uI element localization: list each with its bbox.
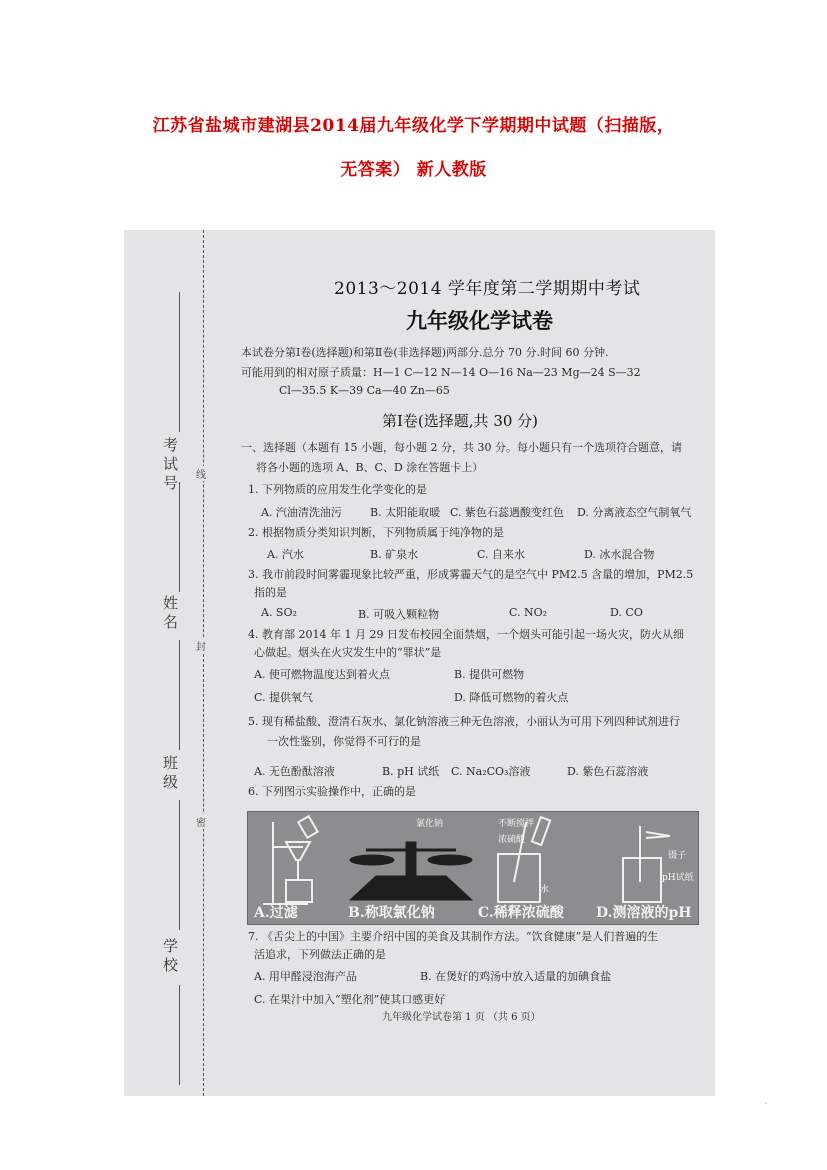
q4-option-b: B. 提供可燃物 bbox=[454, 668, 525, 681]
panel-label-d: D.测溶液的pH bbox=[596, 905, 692, 921]
figure-note-ph-paper: pH试纸 bbox=[662, 873, 694, 883]
exam-intro-line1: 本试卷分第Ⅰ卷(选择题)和第Ⅱ卷(非选择题)两部分.总分 70 分.时间 60 分钟. bbox=[241, 346, 609, 359]
q2-option-a: A. 汽水 bbox=[267, 548, 304, 561]
figure-note-conc-acid: 浓硫酸 bbox=[498, 835, 526, 845]
exam-subtitle: 九年级化学试卷 bbox=[406, 308, 553, 333]
label-name: 姓名 bbox=[161, 595, 179, 633]
q7-option-a: A. 用甲醛浸泡海产品 bbox=[254, 970, 357, 983]
q4-stem-line2: 心做起。烟头在火灾发生中的“罪状”是 bbox=[254, 646, 442, 659]
q2-option-c: C. 自来水 bbox=[477, 548, 526, 561]
q1-option-c: C. 紫色石蕊遇酸变红色 bbox=[450, 506, 565, 519]
document-title-line1: 江苏省盐城市建湖县2014届九年级化学下学期期中试题（扫描版， bbox=[152, 116, 675, 136]
margin-mark-line: 线 bbox=[196, 466, 206, 481]
q2-stem: 2. 根据物质分类知识判断，下列物质属于纯净物的是 bbox=[248, 526, 504, 539]
q5-option-d: D. 紫色石蕊溶液 bbox=[567, 765, 649, 778]
section-instructions-line2: 将各小题的选项 A、B、C、D 涂在答题卡上） bbox=[256, 461, 484, 474]
panel-label-c: C.稀释浓硫酸 bbox=[478, 905, 564, 921]
q5-stem-line2: 一次性鉴别，你觉得不可行的是 bbox=[267, 735, 421, 748]
panel-label-a: A.过滤 bbox=[254, 905, 298, 921]
figure-note-tweezers: 镊子 bbox=[668, 851, 687, 861]
margin-mark-seal: 封 bbox=[196, 638, 206, 653]
q4-option-c: C. 提供氧气 bbox=[254, 691, 314, 704]
exam-title: 2013～2014 学年度第二学期期中考试 bbox=[334, 279, 641, 299]
exam-page-footer: 九年级化学试卷第 1 页 （共 6 页） bbox=[382, 1012, 541, 1023]
q7-option-b: B. 在煲好的鸡汤中放入适量的加碘食盐 bbox=[420, 970, 612, 983]
figure-note-water: 水 bbox=[540, 885, 550, 895]
label-class: 班级 bbox=[161, 755, 179, 793]
fill-line-exam-number bbox=[179, 292, 180, 432]
fill-line-name bbox=[179, 640, 180, 750]
q6-figure-strip bbox=[247, 811, 699, 925]
q5-option-c: C. Na₂CO₃溶液 bbox=[451, 765, 531, 778]
q3-option-a: A. SO₂ bbox=[261, 606, 297, 619]
q6-stem: 6. 下列图示实验操作中，正确的是 bbox=[248, 785, 416, 798]
q5-option-a: A. 无色酚酞溶液 bbox=[254, 765, 335, 778]
label-school: 学校 bbox=[161, 938, 179, 976]
scanned-exam-page bbox=[124, 230, 715, 1096]
fill-line-exam-number-2 bbox=[179, 482, 180, 592]
q3-option-c: C. NO₂ bbox=[509, 606, 548, 619]
q2-option-b: B. 矿泉水 bbox=[370, 548, 419, 561]
panel-label-b: B.称取氯化钠 bbox=[348, 905, 435, 921]
part1-title: 第Ⅰ卷(选择题,共 30 分) bbox=[382, 412, 539, 430]
figure-note-nacl: 氯化钠 bbox=[416, 819, 444, 829]
page-corner-mark: · bbox=[765, 1101, 767, 1108]
q1-option-a: A. 汽油清洗油污 bbox=[261, 506, 342, 519]
q7-option-c: C. 在果汁中加入“塑化剂”使其口感更好 bbox=[254, 993, 446, 1006]
q1-stem: 1. 下列物质的应用发生化学变化的是 bbox=[248, 483, 427, 496]
q1-option-d: D. 分离液态空气制氧气 bbox=[577, 506, 692, 519]
binding-dashed-line bbox=[203, 230, 204, 1096]
q1-option-b: B. 太阳能取暖 bbox=[370, 506, 441, 519]
q4-option-d: D. 降低可燃物的着火点 bbox=[454, 691, 569, 704]
q3-option-d: D. CO bbox=[610, 606, 643, 619]
exam-intro-line2: 可能用到的相对原子质量：H—1 C—12 N—14 O—16 Na—23 Mg—24 S—32 bbox=[241, 366, 641, 379]
q4-stem-line1: 4. 教育部 2014 年 1 月 29 日发布校园全面禁烟，一个烟头可能引起一场火灾，防火从细 bbox=[248, 628, 684, 641]
q3-stem-line1: 3. 我市前段时间雾霾现象比较严重，形成雾霾天气的是空气中 PM2.5 含量的增加，PM2.5 bbox=[248, 568, 694, 581]
q7-stem-line2: 活追求，下列做法正确的是 bbox=[254, 948, 386, 961]
document-title-line2: 无答案） 新人教版 bbox=[340, 160, 487, 180]
fill-line-class bbox=[179, 800, 180, 930]
fill-line-school bbox=[179, 985, 180, 1085]
q2-option-d: D. 冰水混合物 bbox=[584, 548, 655, 561]
section-instructions-line1: 一、选择题（本题有 15 小题，每小题 2 分，共 30 分。每小题只有一个选项符合题意，请 bbox=[241, 441, 682, 454]
q7-stem-line1: 7. 《舌尖上的中国》主要介绍中国的美食及其制作方法。“饮食健康”是人们普遍的生 bbox=[248, 930, 659, 943]
q3-option-b: B. 可吸入颗粒物 bbox=[358, 608, 440, 621]
q5-option-b: B. pH 试纸 bbox=[382, 765, 440, 778]
label-exam-number: 考试号 bbox=[161, 437, 179, 494]
q4-option-a: A. 使可燃物温度达到着火点 bbox=[254, 668, 390, 681]
q5-stem-line1: 5. 现有稀盐酸、澄清石灰水、氯化钠溶液三种无色溶液，小丽认为可用下列四种试剂进行 bbox=[248, 715, 680, 728]
q3-stem-line2: 指的是 bbox=[254, 586, 287, 599]
margin-mark-secret: 密 bbox=[196, 814, 206, 829]
exam-intro-line3: Cl—35.5 K—39 Ca—40 Zn—65 bbox=[279, 384, 450, 397]
figure-note-stir: 不断搅拌 bbox=[498, 819, 535, 829]
